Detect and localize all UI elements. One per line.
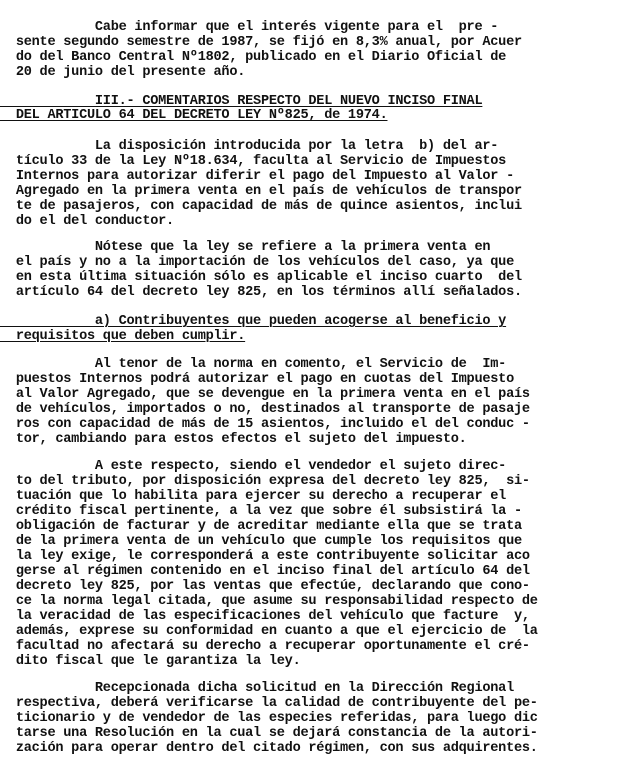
text-line: obligación de facturar y de acreditar mediante ella que se trata — [0, 519, 522, 534]
text-line: ce la norma legal citada, que asume su responsabilidad respecto de — [0, 594, 538, 609]
text-line: facultad no afectará su derecho a recuperar oportunamente el cré- — [0, 639, 530, 654]
text-line: Internos para autorizar diferir el pago del Impuesto al Valor - — [0, 169, 514, 184]
text-line: do del Banco Central Nº1802, publicado en el Diario Oficial de — [0, 50, 507, 65]
text-line: en esta última situación sólo es aplicable el inciso cuarto del — [0, 270, 522, 285]
text-line: Recepcionada dicha solicitud en la Dirección Regional — [0, 681, 514, 696]
section-heading: III.- COMENTARIOS RESPECTO DEL NUEVO INCISO FINAL — [0, 94, 483, 109]
text-line: Al tenor de la norma en comento, el Servicio de Im- — [0, 357, 507, 372]
text-line: gerse al régimen contenido en el inciso final del artículo 64 del — [0, 564, 530, 579]
text-line: artículo 64 del decreto ley 825, en los términos allí señalados. — [0, 285, 522, 300]
section-heading: DEL ARTICULO 64 DEL DECRETO LEY Nº825, de 1974. — [0, 108, 388, 123]
text-line: 20 de junio del presente año. — [0, 65, 246, 80]
text-line: la veracidad de las especificaciones del vehículo que facture y, — [0, 609, 530, 624]
text-line: Cabe informar que el interés vigente para el pre - — [0, 20, 499, 35]
text-line: la ley exige, le corresponderá a este contribuyente solicitar aco — [0, 549, 530, 564]
text-line: do el del conductor. — [0, 214, 174, 229]
subsection-heading: requisitos que deben cumplir. — [0, 329, 246, 344]
text-line: dito fiscal que le garantiza la ley. — [0, 654, 301, 669]
text-line: La disposición introducida por la letra b) del ar- — [0, 139, 499, 154]
subsection-heading: a) Contribuyentes que pueden acogerse al beneficio y — [0, 314, 507, 329]
text-line: A este respecto, siendo el vendedor el sujeto direc- — [0, 459, 507, 474]
text-line: al Valor Agregado, que se devengue en la primera venta en el país — [0, 387, 530, 402]
text-line: crédito fiscal pertinente, a la vez que sobre él subsistirá la - — [0, 504, 522, 519]
text-line: ticionario y de vendedor de las especies referidas, para luego dic — [0, 711, 538, 726]
text-line: zación para operar dentro del citado régimen, con sus adquirentes. — [0, 741, 538, 756]
text-line: Nótese que la ley se refiere a la primera venta en — [0, 240, 491, 255]
text-line: además, exprese su conformidad en cuanto a que el ejercicio de la — [0, 624, 538, 639]
text-line: decreto ley 825, por las ventas que efectúe, declarando que cono- — [0, 579, 530, 594]
text-line: respectiva, deberá verificarse la calidad de contribuyente del pe- — [0, 696, 538, 711]
text-line: ros con capacidad de más de 15 asientos, incluido el del conduc - — [0, 417, 530, 432]
text-line: de la primera venta de un vehículo que cumple los requisitos que — [0, 534, 522, 549]
text-line: tuación que lo habilita para ejercer su derecho a recuperar el — [0, 489, 507, 504]
text-line: el país y no a la importación de los vehículos del caso, ya que — [0, 255, 514, 270]
text-line: te de pasajeros, con capacidad de más de quince asientos, inclui — [0, 199, 522, 214]
text-line: Agregado en la primera venta en el país de vehículos de transpor — [0, 184, 522, 199]
text-line: tor, cambiando para estos efectos el sujeto del impuesto. — [0, 432, 467, 447]
text-line: tículo 33 de la Ley Nº18.634, faculta al Servicio de Impuestos — [0, 154, 507, 169]
text-line: sente segundo semestre de 1987, se fijó en 8,3% anual, por Acuer — [0, 35, 522, 50]
text-line: de vehículos, importados o no, destinados al transporte de pasaje — [0, 402, 530, 417]
text-line: to del tributo, por disposición expresa del decreto ley 825, si- — [0, 474, 530, 489]
text-line: tarse una Resolución en la cual se dejará constancia de la autori- — [0, 726, 538, 741]
text-line: puestos Internos podrá autorizar el pago en cuotas del Impuesto — [0, 372, 514, 387]
